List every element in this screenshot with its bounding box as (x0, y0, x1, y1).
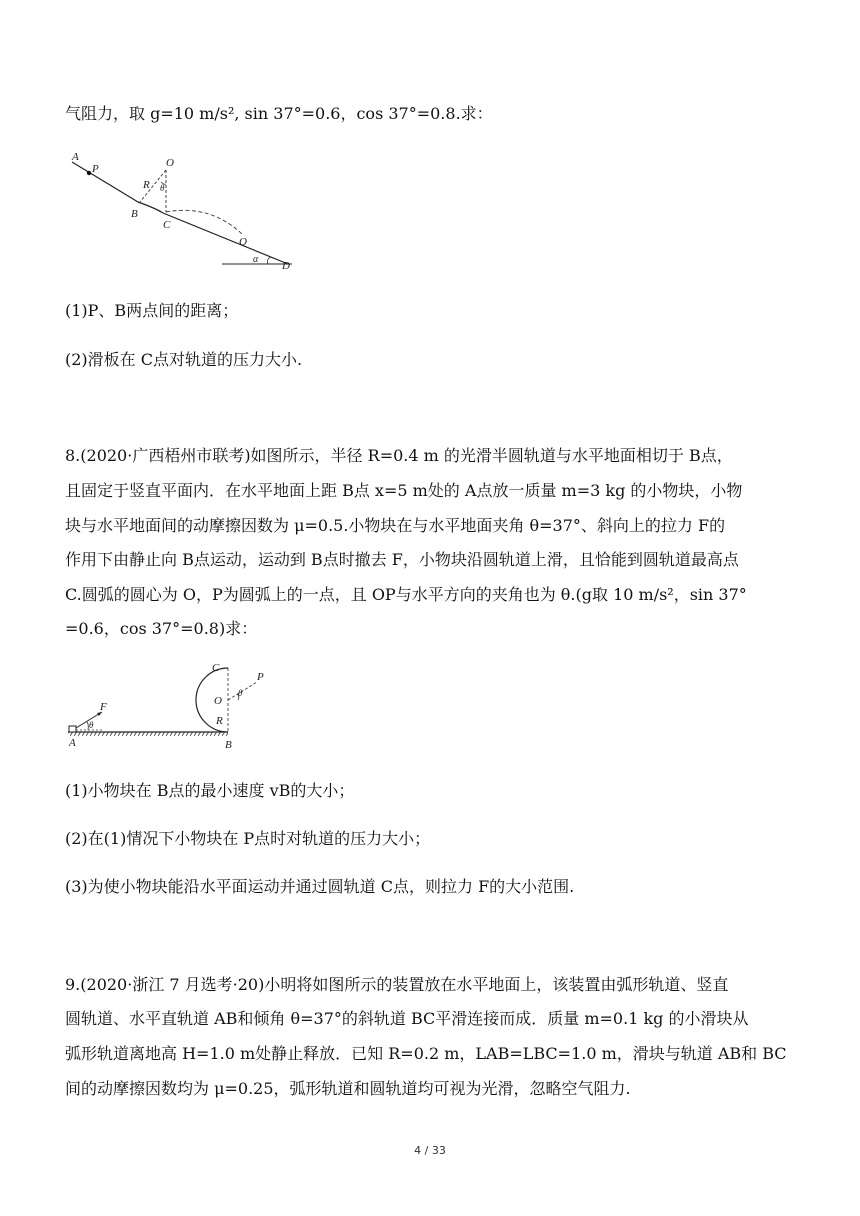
figure-1-incline-diagram (60, 148, 310, 273)
q8-line-2: 且固定于竖直平面内．在水平地面上距 B点 x=5 m处的 A点放一质量 m=3 kg 的小物块，小物 (65, 481, 743, 500)
label-c: C (212, 662, 220, 674)
ground-hatching (68, 732, 228, 736)
label-p: P (92, 163, 99, 175)
q8-line-5: C.圆弧的圆心为 O，P为圆弧上的一点，且 OP与水平方向的夹角也为 θ.(g取 10 m/s²，sin 37° (65, 585, 747, 604)
label-b: B (225, 739, 232, 751)
label-q: Q (239, 236, 247, 248)
label-b: B (131, 208, 138, 220)
q8-part-3: (3)为使小物块能沿水平面运动并通过圆轨道 C点，则拉力 F的大小范围. (65, 877, 575, 896)
label-alpha: α (253, 254, 259, 265)
alpha-arc (267, 257, 271, 264)
arc-bc (138, 202, 163, 213)
page-number: 4 / 33 (414, 1144, 446, 1157)
trajectory-cq (166, 210, 242, 234)
label-theta-force: θ (89, 720, 94, 730)
label-r: R (143, 179, 150, 191)
block-at-a (69, 726, 76, 732)
q8-line-1: 8.(2020·广西梧州市联考)如图所示，半径 R=0.4 m 的光滑半圆轨道与水平地面相切于 B点， (65, 446, 733, 465)
label-theta-arc: θ (238, 688, 243, 698)
q9-line-1: 9.(2020·浙江 7 月选考·20)小明将如图所示的装置放在水平地面上，该装置由弧形轨道、竖直 (65, 975, 729, 994)
semicircle-track (196, 668, 228, 732)
label-p: P (257, 671, 264, 683)
label-c: C (163, 219, 171, 231)
label-a: A (72, 151, 79, 163)
point-p (87, 171, 91, 175)
q8-part-2: (2)在(1)情况下小物块在 P点时对轨道的压力大小； (65, 829, 431, 848)
label-theta: θ (160, 183, 165, 193)
q8-part-1: (1)小物块在 B点的最小速度 vB的大小； (65, 781, 355, 800)
slope-cd (163, 213, 288, 264)
label-r: R (216, 715, 223, 727)
q7-part-2: (2)滑板在 C点对轨道的压力大小. (65, 350, 303, 369)
slope-ab (72, 162, 138, 202)
q9-line-2: 圆轨道、水平直轨道 AB和倾角 θ=37°的斜轨道 BC平滑连接而成．质量 m=0.1 kg 的小滑块从 (65, 1009, 749, 1028)
label-o: O (214, 695, 222, 707)
label-f: F (100, 701, 107, 713)
q8-line-6: =0.6，cos 37°=0.8)求： (65, 619, 258, 638)
q8-line-4: 作用下由静止向 B点运动，运动到 B点时撤去 F，小物块沿圆轨道上滑，且恰能到圆轨道最高点 (65, 550, 739, 569)
q8-line-3: 块与水平地面间的动摩擦因数为 μ=0.5.小物块在与水平地面夹角 θ=37°、斜向上的拉力 F的 (65, 516, 726, 535)
figure-2-semicircle-track-diagram (62, 658, 277, 758)
q7-part-1: (1)P、B两点间的距离； (65, 301, 239, 320)
label-d: D (282, 260, 290, 272)
radius-op (228, 682, 257, 700)
label-o: O (166, 157, 174, 169)
label-a: A (69, 737, 76, 749)
q9-line-3: 弧形轨道离地高 H=1.0 m处静止释放．已知 R=0.2 m，LAB=LBC=1.0 m，滑块与轨道 AB和 BC (65, 1044, 787, 1063)
intro-line: 气阻力，取 g=10 m/s², sin 37°=0.6，cos 37°=0.8.求： (65, 104, 493, 123)
q9-line-4: 间的动摩擦因数均为 μ=0.25，弧形轨道和圆轨道均可视为光滑，忽略空气阻力. (65, 1079, 631, 1098)
